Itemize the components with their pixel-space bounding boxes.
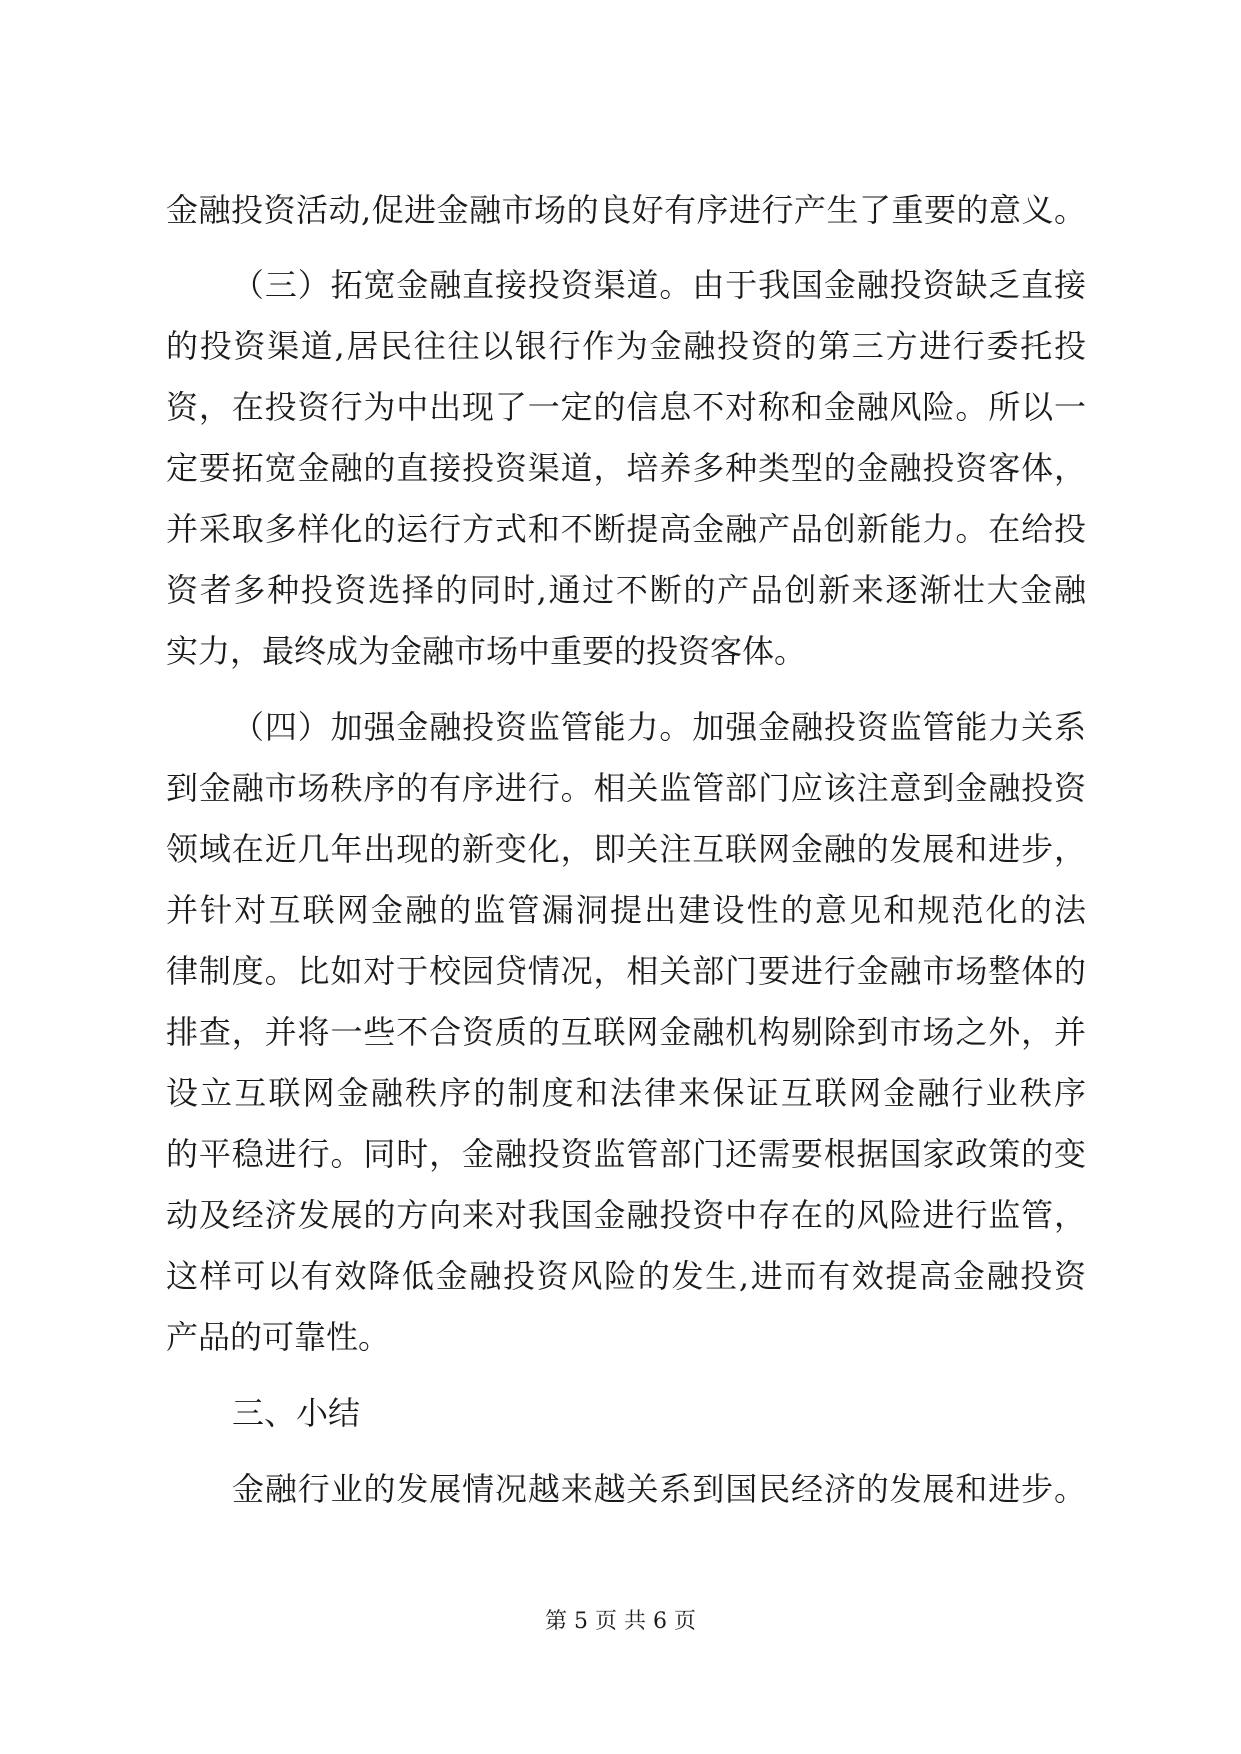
body-line: 领域在近几年出现的新变化，即关注互联网金融的发展和进步， [166, 830, 1086, 868]
body-line: 动及经济发展的方向来对我国金融投资中存在的风险进行监管， [166, 1196, 1086, 1234]
section-heading-line: （三）拓宽金融直接投资渠道。由于我国金融投资缺乏直接 [232, 266, 1086, 304]
body-line: 到金融市场秩序的有序进行。相关监管部门应该注意到金融投资 [166, 769, 1086, 807]
body-line: 资，在投资行为中出现了一定的信息不对称和金融风险。所以一 [166, 388, 1086, 426]
section-heading: 三、小结 [232, 1394, 361, 1432]
body-line: 产品的可靠性。 [166, 1318, 391, 1356]
body-line: 定要拓宽金融的直接投资渠道，培养多种类型的金融投资客体， [166, 449, 1086, 487]
body-line: 这样可以有效降低金融投资风险的发生,进而有效提高金融投资 [166, 1257, 1086, 1295]
body-line: 设立互联网金融秩序的制度和法律来保证互联网金融行业秩序 [166, 1074, 1086, 1112]
body-line: 的平稳进行。同时，金融投资监管部门还需要根据国家政策的变 [166, 1135, 1086, 1173]
body-line: 排查，并将一些不合资质的互联网金融机构剔除到市场之外，并 [166, 1013, 1086, 1051]
body-line: 并针对互联网金融的监管漏洞提出建设性的意见和规范化的法 [166, 891, 1086, 929]
body-line: 律制度。比如对于校园贷情况，相关部门要进行金融市场整体的 [166, 952, 1086, 990]
body-line: 并采取多样化的运行方式和不断提高金融产品创新能力。在给投 [166, 510, 1086, 548]
section-heading-line: （四）加强金融投资监管能力。加强金融投资监管能力关系 [232, 708, 1086, 746]
page-number-footer: 第 5 页 共 6 页 [545, 1609, 696, 1634]
body-line: 金融行业的发展情况越来越关系到国民经济的发展和进步。 [232, 1470, 1086, 1508]
body-line: 金融投资活动,促进金融市场的良好有序进行产生了重要的意义。 [166, 191, 1086, 229]
body-line: 资者多种投资选择的同时,通过不断的产品创新来逐渐壮大金融 [166, 571, 1086, 609]
body-line: 实力，最终成为金融市场中重要的投资客体。 [166, 632, 807, 670]
body-line: 的投资渠道,居民往往以银行作为金融投资的第三方进行委托投 [166, 327, 1086, 365]
